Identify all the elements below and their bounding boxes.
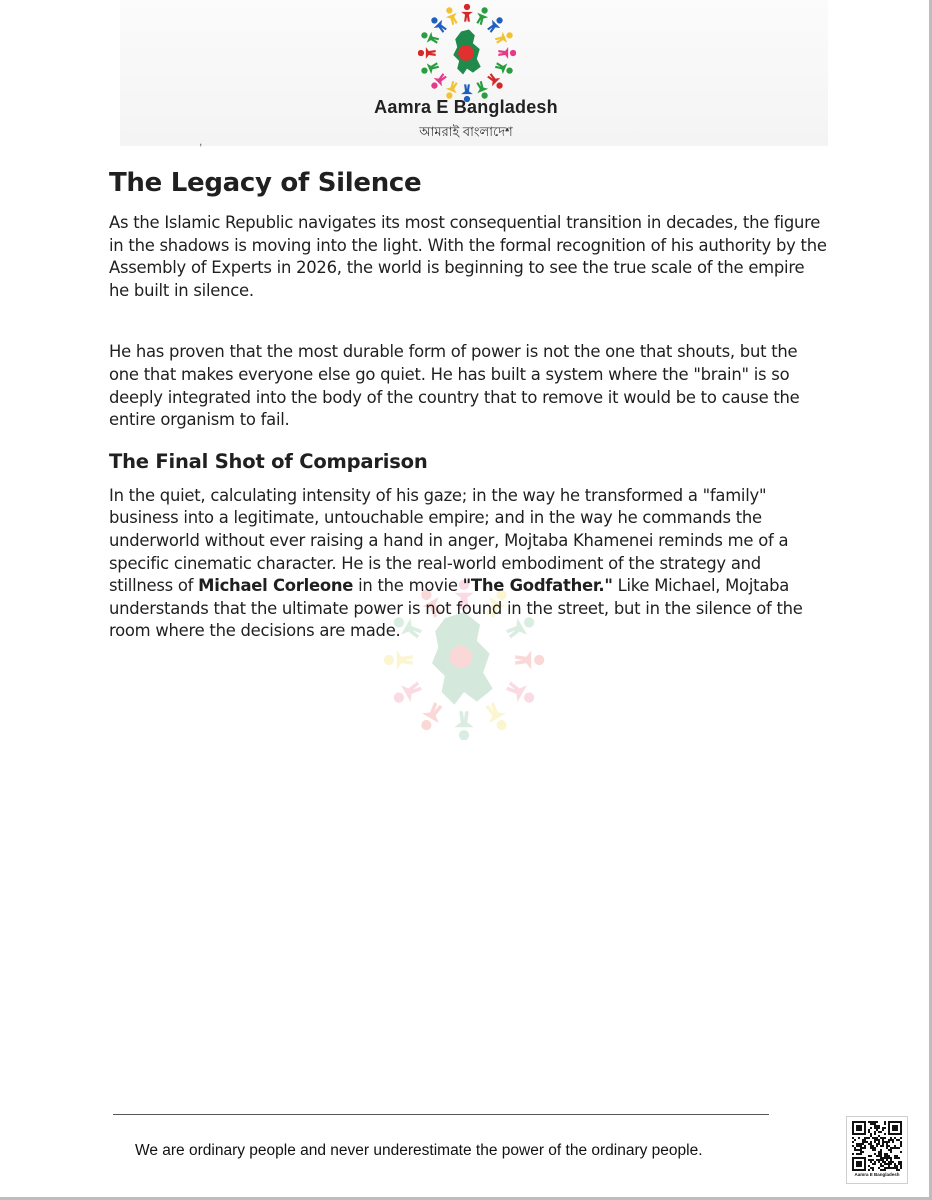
- org-name-bangla: আমরাই বাংলাদেশ: [419, 124, 513, 139]
- paragraph-comparison: [109, 485, 829, 643]
- footer-divider: [113, 1114, 769, 1115]
- section-subtitle: The Final Shot of Comparison: [109, 449, 428, 473]
- comparison-text-3: Like Michael, Mojtaba understands that the ultimate power is not found in the street, but in the silence of the room where the decisions are made.: [109, 576, 803, 641]
- person-figure-icon: [474, 5, 492, 26]
- person-figure-icon: [504, 677, 539, 708]
- article-title: The Legacy of Silence: [109, 168, 422, 198]
- qr-code-icon: [852, 1121, 902, 1171]
- comparison-text-1: In the quiet, calculating intensity of his gaze; in the way he transformed a "family" business into a legitimate, untouchable empire; and in the way he commands the underworld without ever raising a hand in anger, Mojtaba Khamenei reminds me of a specific cinematic character. He is the real-world embodiment of the strategy and stillness of: [109, 485, 789, 596]
- person-figure-icon: [485, 14, 506, 35]
- article: [109, 168, 829, 643]
- person-figure-icon: [390, 677, 425, 708]
- person-figure-icon: [384, 650, 413, 669]
- person-figure-icon: [418, 47, 436, 59]
- qr-caption: Aamra E Bangladesh: [854, 1172, 900, 1177]
- person-figure-icon: [494, 29, 515, 47]
- person-figure-icon: [419, 29, 440, 47]
- godfather-text: "The Godfather.": [462, 576, 613, 596]
- michael-corleone-text: Michael Corleone: [198, 576, 354, 596]
- qr-code-box: [846, 1116, 908, 1184]
- person-figure-icon: [428, 71, 449, 92]
- stray-mark: ,: [199, 134, 203, 148]
- logo-emblem-icon: [418, 4, 516, 102]
- person-figure-icon: [443, 5, 461, 26]
- person-figure-icon: [419, 60, 440, 78]
- person-figure-icon: [428, 14, 449, 35]
- person-figure-icon: [515, 650, 544, 669]
- paragraph-power: He has proven that the most durable form of power is not the one that shouts, but the one that makes everyone else go quiet. He has built a system where the "brain" is so deeply integrated into the body of the country that to remove it would be to cause the entire organism to fail.: [109, 342, 800, 430]
- paragraph-intro: As the Islamic Republic navigates its most consequential transition in decades, the figure in the shadows is moving into the light. With the formal recognition of his authority by the Assembly of Experts in 2026, the world is beginning to see the true scale of the empire he built in silence.: [109, 213, 827, 300]
- person-figure-icon: [454, 711, 473, 740]
- org-name: Aamra E Bangladesh: [374, 97, 558, 117]
- person-figure-icon: [481, 700, 512, 735]
- footer-tagline: We are ordinary people and never underestimate the power of the ordinary people.: [135, 1142, 703, 1159]
- person-figure-icon: [416, 700, 447, 735]
- person-figure-icon: [485, 71, 506, 92]
- person-figure-icon: [461, 4, 473, 22]
- comparison-text-2: in the movie: [353, 576, 463, 596]
- person-figure-icon: [494, 60, 515, 78]
- person-figure-icon: [498, 47, 516, 59]
